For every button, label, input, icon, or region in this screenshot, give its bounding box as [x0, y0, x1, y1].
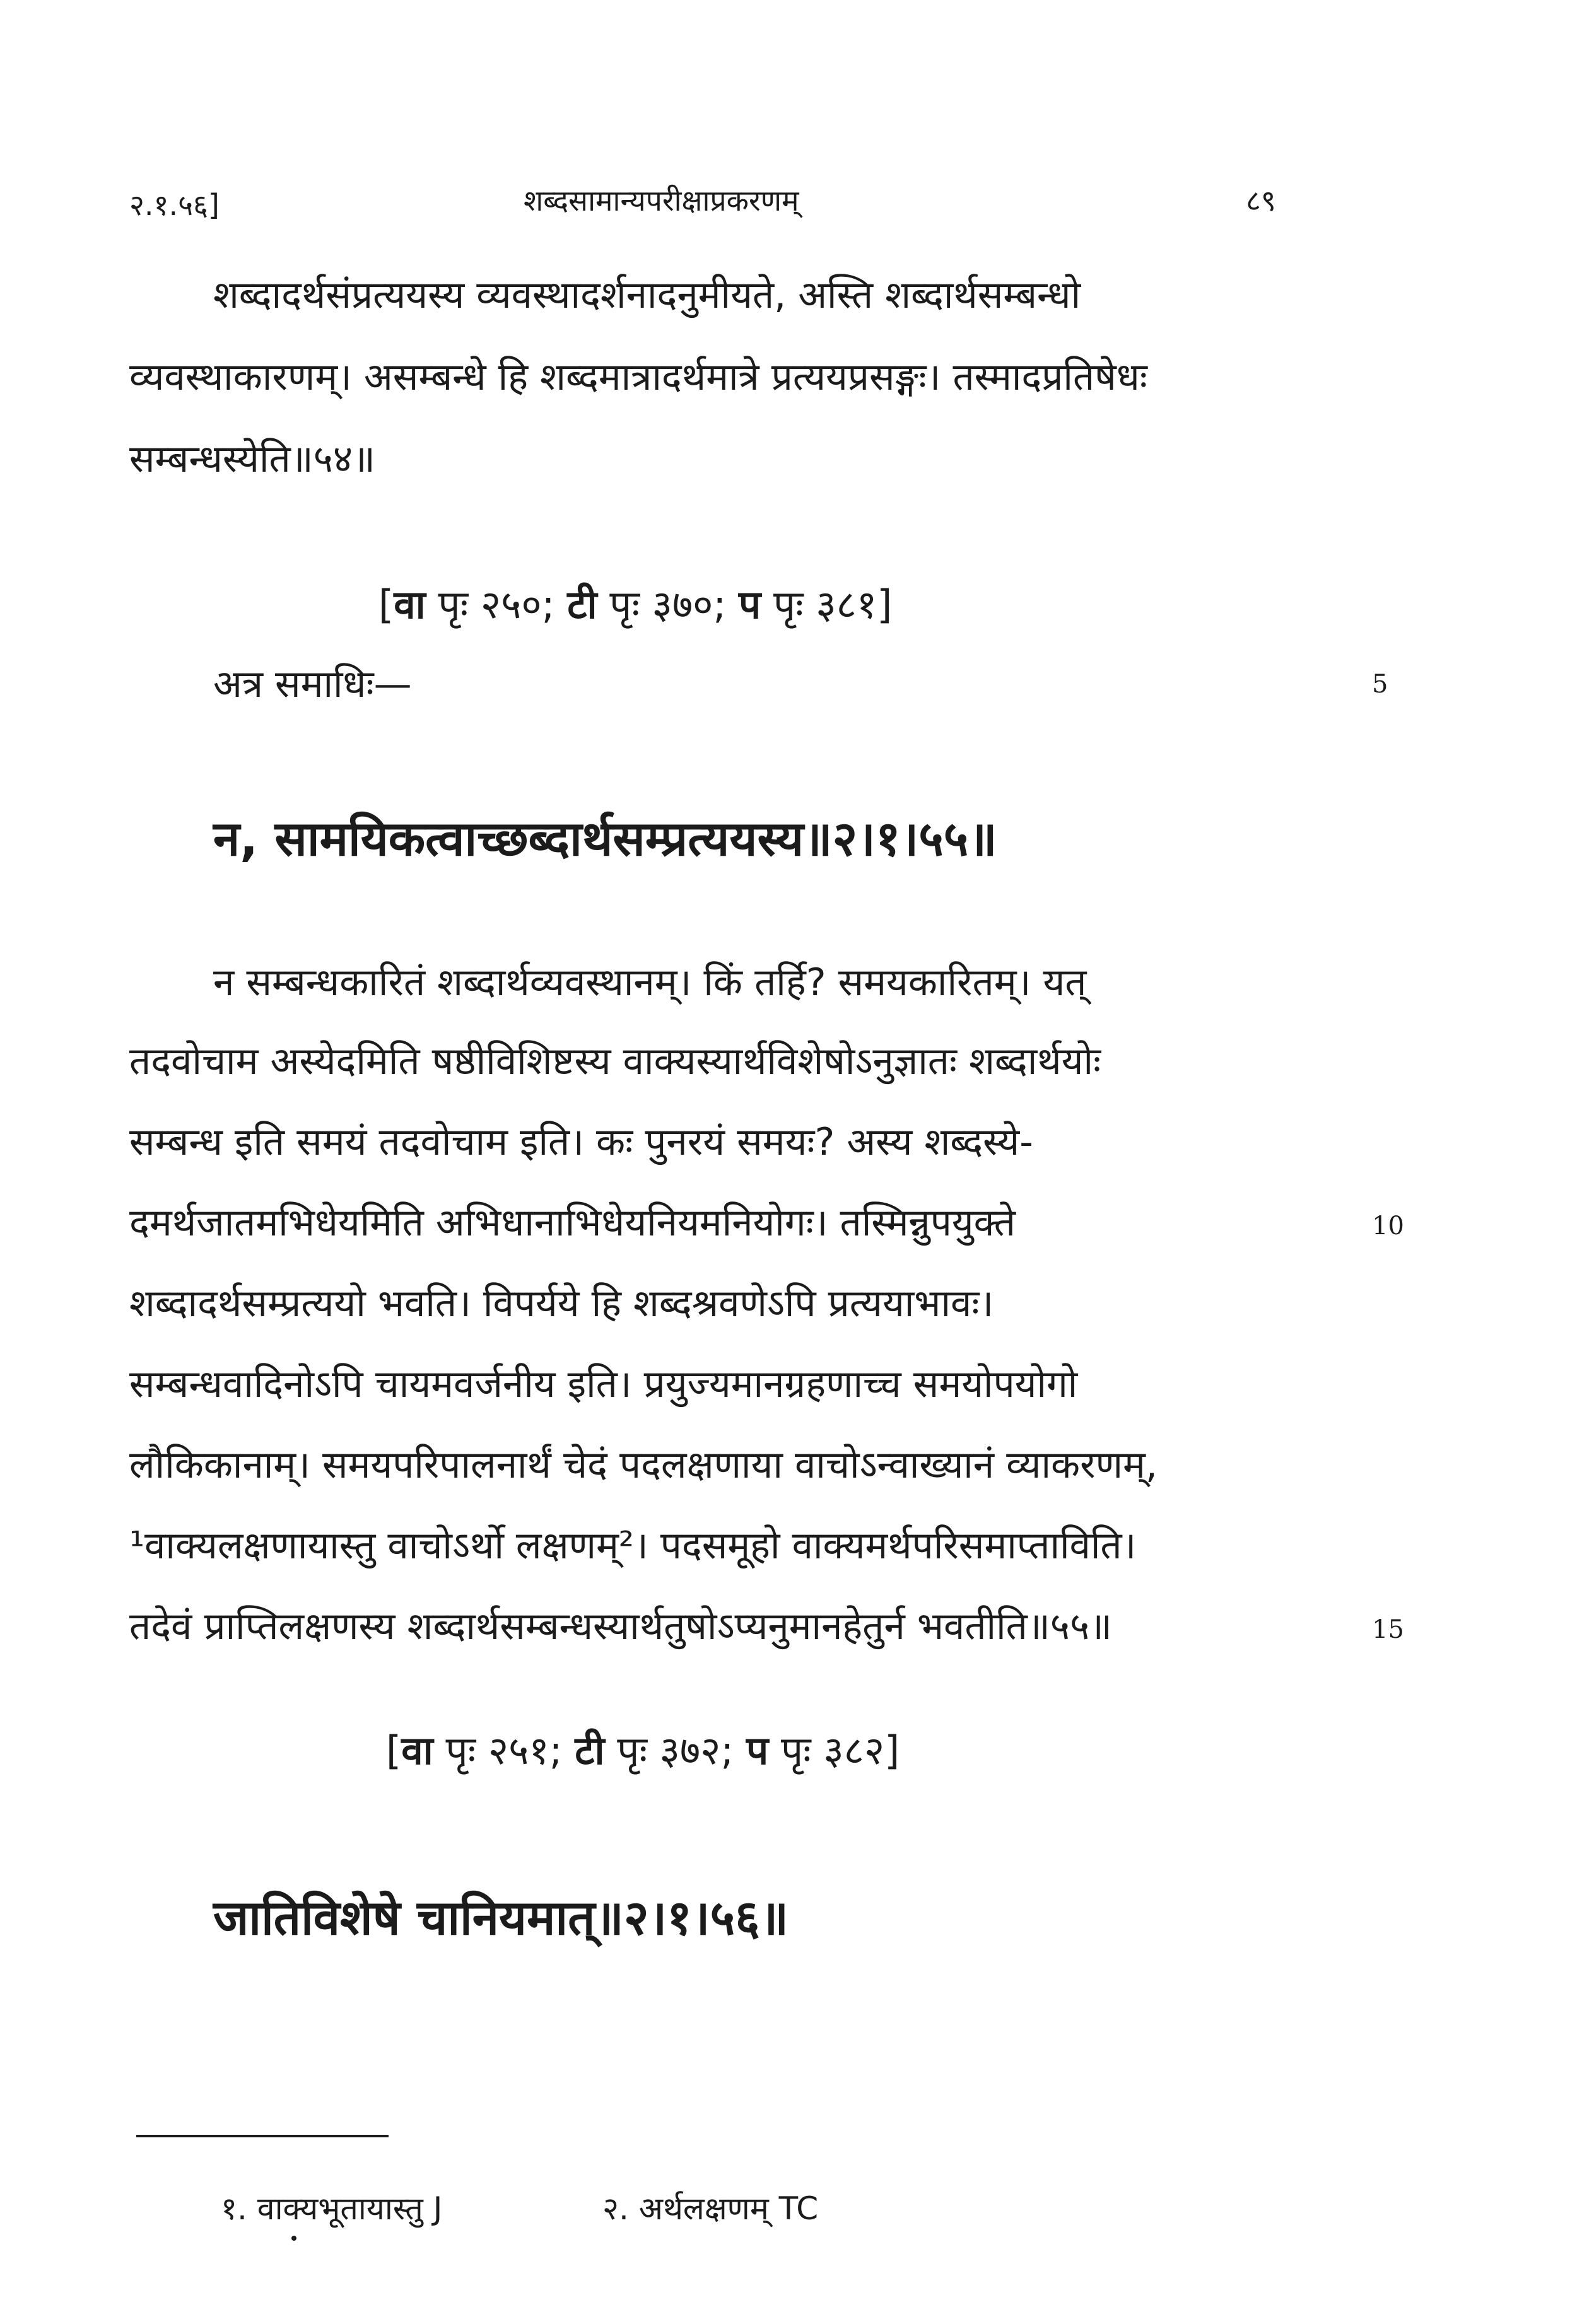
text-line: तदेवं प्राप्तिलक्षणस्य शब्दार्थसम्बन्धस्यार्थतुषोऽप्यनुमानहेतुर्न भवतीति॥५५॥	[129, 1604, 1113, 1649]
line-number: 15	[1372, 1615, 1404, 1644]
text-line: दमर्थजातमभिधेयमिति अभिधानाभिधेयनियमनियोगः। तस्मिन्नुपयुक्ते	[129, 1201, 1016, 1245]
commentary-reference: [वा पृः २५०; टी पृः ३७०; प पृः ३८१]	[378, 581, 893, 628]
header-section-ref: २.१.५६]	[129, 188, 220, 222]
text-line: सम्बन्धस्येति॥५४॥	[129, 437, 375, 481]
line-number: 5	[1372, 670, 1388, 699]
footnote: २. अर्थलक्षणम् TC	[602, 2190, 819, 2227]
text-line: लौकिकानाम्। समयपरिपालनार्थं चेदं पदलक्षणाया वाचोऽन्वाख्यानं व्याकरणम्,	[129, 1443, 1157, 1487]
sutra-heading: न, सामयिकत्वाच्छब्दार्थसम्प्रत्ययस्य॥२।१।५५॥	[213, 810, 997, 867]
header-chapter-title: शब्दसामान्यपरीक्षाप्रकरणम्	[524, 184, 799, 218]
page-number: ८९	[1246, 184, 1276, 218]
text-line: शब्दादर्थसम्प्रत्ययो भवति। विपर्यये हि शब्दश्रवणेऽपि प्रत्ययाभावः।	[129, 1282, 994, 1326]
text-line: व्यवस्थाकारणम्। असम्बन्धे हि शब्दमात्रादर्थमात्रे प्रत्ययप्रसङ्गः। तस्मादप्रतिषेधः	[129, 355, 1147, 399]
text-line: सम्बन्ध इति समयं तदवोचाम इति। कः पुनरयं समयः? अस्य शब्दस्ये-	[129, 1120, 1033, 1164]
text-line: न सम्बन्धकारितं शब्दार्थव्यवस्थानम्। किं तर्हि? समयकारितम्। यत्	[213, 961, 1087, 1005]
line-number: 10	[1372, 1212, 1404, 1241]
text-line: ¹वाक्यलक्षणायास्तु वाचोऽर्थो लक्षणम्²। पदसमूहो वाक्यमर्थपरिसमाप्ताविति।	[129, 1524, 1137, 1568]
commentary-reference: [वा पृः २५१; टी पृः ३७२; प पृः ३८२]	[386, 1727, 900, 1773]
text-line: शब्दादर्थसंप्रत्ययस्य व्यवस्थादर्शनादनुमीयते, अस्ति शब्दार्थसम्बन्धो	[213, 273, 1081, 317]
ink-speck	[291, 2236, 296, 2241]
intro-text: अत्र समाधिः—	[213, 662, 412, 706]
text-line: सम्बन्धवादिनोऽपि चायमवर्जनीय इति। प्रयुज्यमानग्रहणाच्च समयोपयोगो	[129, 1362, 1078, 1406]
text-line: तदवोचाम अस्येदमिति षष्ठीविशिष्टस्य वाक्यस्यार्थविशेषोऽनुज्ञातः शब्दार्थयोः	[129, 1039, 1101, 1083]
sutra-heading: जातिविशेषे चानियमात्॥२।१।५६॥	[213, 1889, 789, 1946]
footnote-divider	[136, 2135, 389, 2137]
footnote: १. वाक्यभूतायास्तु J	[221, 2190, 443, 2227]
